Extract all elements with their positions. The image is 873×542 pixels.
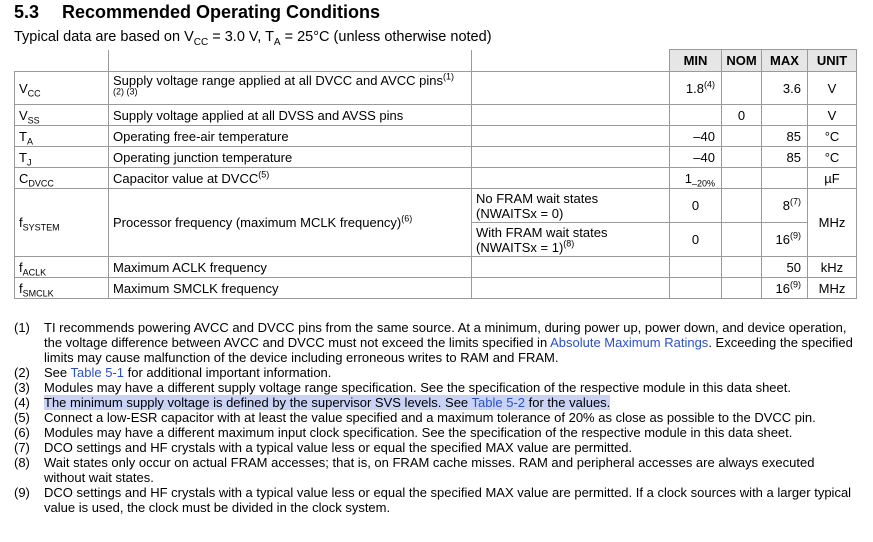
max-value: 50 [762, 257, 808, 278]
header-unit: UNIT [808, 50, 857, 72]
min-value: –40 [670, 147, 722, 168]
param-description: Capacitor value at DVCC$^{(5)}$ [109, 168, 472, 189]
table-row [15, 257, 857, 278]
max-value: 85 [762, 147, 808, 168]
nom-value [722, 278, 762, 299]
footnote: (7) DCO settings and HF crystals with a typical value less or equal the specified MAX value are permitted. [14, 440, 633, 455]
nom-value [722, 147, 762, 168]
param-description: Maximum ACLK frequency [109, 257, 472, 278]
test-condition: No FRAM wait states (NWAITSx = 0) [472, 189, 670, 223]
unit-value: °C [808, 147, 857, 168]
table-row [15, 278, 857, 299]
footnote: (2) See Table 5-1 for additional important information. [14, 365, 332, 380]
param-symbol: $C_{DVCC}$ [15, 168, 109, 189]
param-description: Supply voltage applied at all DVSS and AVSS pins [109, 105, 472, 126]
table-row [15, 189, 857, 223]
table-row [15, 147, 857, 168]
footnote: (9) DCO settings and HF crystals with a typical value less or equal the specified MAX value are permitted. If a clock sources with a larger typical value is used, the clock must be divided in the clock system. [14, 485, 852, 515]
max-value: 85 [762, 126, 808, 147]
unit-value: MHz [808, 278, 857, 299]
footnote: (3) Modules may have a different supply voltage range specification. See the specification of the respective module in this data sheet. [14, 380, 791, 395]
param-symbol: $V_{CC}$ [15, 72, 109, 105]
param-symbol: $T_A$ [15, 126, 109, 147]
section-number: 5.3 [14, 2, 40, 22]
unit-value: MHz [808, 189, 857, 257]
nom-value [722, 168, 762, 189]
test-condition: With FRAM wait states (NWAITSx = 1)$^{(8)}$ [472, 223, 670, 257]
param-symbol: $f_{SMCLK}$ [15, 278, 109, 299]
min-value: 0 [670, 223, 722, 257]
header-max: MAX [762, 50, 808, 72]
unit-value: V [808, 72, 857, 105]
unit-value: µF [808, 168, 857, 189]
table-row [15, 168, 857, 189]
table-5-1-link[interactable]: Table 5-1 [70, 365, 124, 380]
max-value: 16$^{(9)}$ [762, 223, 808, 257]
nom-value [722, 126, 762, 147]
min-value [670, 257, 722, 278]
max-value: 8$^{(7)}$ [762, 189, 808, 223]
footnote: (1) TI recommends powering AVCC and DVCC pins from the same source. At a minimum, during power up, power down, and device operation, the voltage difference between AVCC and DVCC must not exceed the limits specified in Absolute Maximum Ratings. Exceeding the specified limits may cause malfunction of the device including erroneous writes to RAM and FRAM. [14, 320, 853, 365]
footnote: (4) The minimum supply voltage is defined by the supervisor SVS levels. See Table 5-2 for the values. [14, 395, 611, 410]
min-value: 0 [670, 189, 722, 223]
header-min: MIN [670, 50, 722, 72]
param-description: Processor frequency (maximum MCLK frequency)$^{(6)}$ [109, 189, 472, 257]
param-symbol: $V_{SS}$ [15, 105, 109, 126]
nom-value [722, 257, 762, 278]
min-value [670, 278, 722, 299]
min-value [670, 105, 722, 126]
footnote: (5) Connect a low-ESR capacitor with at least the value specified and a maximum tolerance of 20% as close as possible to the DVCC pin. [14, 410, 816, 425]
param-description: Maximum SMCLK frequency [109, 278, 472, 299]
param-symbol: $f_{ACLK}$ [15, 257, 109, 278]
table-row [15, 105, 857, 126]
min-value: $1_{-20\%}$ [670, 168, 722, 189]
min-value: –40 [670, 126, 722, 147]
max-value: 3.6 [762, 72, 808, 105]
table-subtitle: Typical data are based on $V_{CC} = 3.0$ V, $T_A = 25^\circ C$ (unless otherwise noted) [14, 29, 492, 48]
footnotes [14, 320, 859, 515]
absolute-max-ratings-link[interactable]: Absolute Maximum Ratings [550, 335, 709, 350]
param-description: Operating junction temperature [109, 147, 472, 168]
table-row [15, 126, 857, 147]
section-heading [14, 2, 380, 23]
table-row [15, 72, 857, 105]
unit-value: V [808, 105, 857, 126]
table-5-2-link[interactable]: Table 5-2 [471, 395, 526, 410]
footnote: (6) Modules may have a different maximum input clock specification. See the specification of the respective module in this data sheet. [14, 425, 793, 440]
max-value [762, 105, 808, 126]
section-title: Recommended Operating Conditions [62, 2, 381, 22]
header-nom: NOM [722, 50, 762, 72]
param-description: Supply voltage range applied at all DVCC and AVCC pins$^{(1) (2) (3)}$ [109, 72, 472, 105]
selected-text: The minimum supply voltage is defined by the supervisor SVS levels. See Table 5-2 for the values. [44, 395, 611, 410]
nom-value: 0 [722, 105, 762, 126]
max-value [762, 168, 808, 189]
min-value: 1.8$^{(4)}$ [670, 72, 722, 105]
nom-value [722, 72, 762, 105]
header-row [15, 50, 857, 72]
param-symbol: $T_J$ [15, 147, 109, 168]
footnote: (8) Wait states only occur on actual FRAM accesses; that is, on FRAM cache misses. RAM and peripheral accesses are always executed without wait states. [14, 455, 815, 485]
max-value: 16$^{(9)}$ [762, 278, 808, 299]
unit-value: kHz [808, 257, 857, 278]
operating-conditions-table [14, 49, 857, 299]
param-symbol: $f_{SYSTEM}$ [15, 189, 109, 257]
param-description: Operating free-air temperature [109, 126, 472, 147]
unit-value: °C [808, 126, 857, 147]
